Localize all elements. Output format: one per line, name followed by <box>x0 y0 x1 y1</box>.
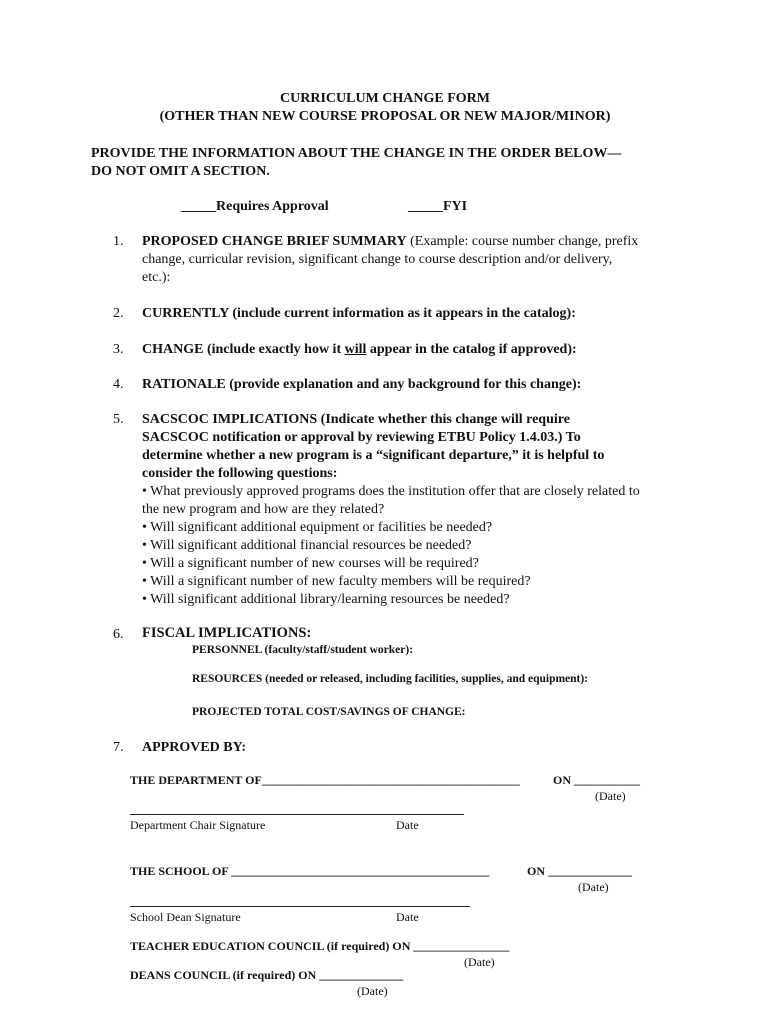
sacscoc-question: • Will a significant number of new faculty members will be required? <box>142 574 531 589</box>
instructions-line-1: PROVIDE THE INFORMATION ABOUT THE CHANGE IN THE ORDER BELOW— <box>91 146 622 161</box>
personnel-label: PERSONNEL (faculty/staff/student worker): <box>192 644 414 656</box>
section-1-detail: (Example: course number change, prefix <box>406 234 639 249</box>
school-date-field[interactable]: ON ______________ <box>527 864 632 878</box>
section-number-6: 6. <box>113 627 124 642</box>
section-number-3: 3. <box>113 342 124 357</box>
section-2-heading: CURRENTLY (include current information as it appears in the catalog): <box>142 306 576 321</box>
form-title: CURRICULUM CHANGE FORM <box>280 91 490 106</box>
section-number-1: 1. <box>113 234 124 249</box>
school-field[interactable]: THE SCHOOL OF ___________________________________________ <box>130 864 490 878</box>
section-1-detail-line-3: etc.): <box>142 270 171 285</box>
date-caption: (Date) <box>595 789 626 803</box>
school-dean-signature-line[interactable] <box>130 906 470 907</box>
resources-label: RESOURCES (needed or released, including facilities, supplies, and equipment): <box>192 673 589 685</box>
section-3-pre: CHANGE (include exactly how it <box>142 342 345 357</box>
section-5-line: consider the following questions: <box>142 466 338 481</box>
section-number-5: 5. <box>113 412 124 427</box>
department-field[interactable]: THE DEPARTMENT OF___________________________________________ <box>130 773 520 787</box>
date-label: Date <box>396 818 419 832</box>
sacscoc-question: • Will significant additional financial resources be needed? <box>142 538 472 553</box>
section-3-heading <box>142 341 577 358</box>
teacher-education-council-field[interactable]: TEACHER EDUCATION COUNCIL (if required) ON ________________ <box>130 939 510 953</box>
section-5-line: SACSCOC notification or approval by reviewing ETBU Policy 1.4.03.) To <box>142 430 581 445</box>
section-4-heading: RATIONALE (provide explanation and any background for this change): <box>142 377 582 392</box>
section-1-detail-line-2: change, curricular revision, significant change to course description and/or delivery, <box>142 252 613 267</box>
section-number-4: 4. <box>113 377 124 392</box>
sacscoc-question: the new program and how are they related? <box>142 502 385 517</box>
sacscoc-question: • Will significant additional equipment or facilities be needed? <box>142 520 493 535</box>
sacscoc-question: • Will significant additional library/learning resources be needed? <box>142 592 510 607</box>
date-label: Date <box>396 910 419 924</box>
section-3-will: will <box>344 342 367 357</box>
requires-approval-option[interactable]: _____Requires Approval <box>181 199 329 214</box>
department-date-field[interactable]: ON ___________ <box>553 773 640 787</box>
instructions-line-2: DO NOT OMIT A SECTION. <box>91 164 270 179</box>
section-number-7: 7. <box>113 740 124 755</box>
date-caption: (Date) <box>578 880 609 894</box>
section-1-title: PROPOSED CHANGE BRIEF SUMMARY <box>142 234 407 249</box>
date-caption: (Date) <box>357 984 388 998</box>
section-3-post: appear in the catalog if approved): <box>366 342 577 357</box>
department-chair-signature-label: Department Chair Signature <box>130 818 266 832</box>
sacscoc-question: • Will a significant number of new courses will be required? <box>142 556 479 571</box>
section-number-2: 2. <box>113 306 124 321</box>
sacscoc-question: • What previously approved programs does the institution offer that are closely related to <box>142 484 640 499</box>
section-5-line: SACSCOC IMPLICATIONS (Indicate whether this change will require <box>142 412 570 427</box>
projected-cost-label: PROJECTED TOTAL COST/SAVINGS OF CHANGE: <box>192 706 466 718</box>
school-dean-signature-label: School Dean Signature <box>130 910 241 924</box>
section-5-line: determine whether a new program is a “significant departure,” it is helpful to <box>142 448 605 463</box>
section-6-heading: FISCAL IMPLICATIONS: <box>142 625 312 641</box>
section-1-heading <box>142 233 638 250</box>
form-subtitle: (OTHER THAN NEW COURSE PROPOSAL OR NEW MAJOR/MINOR) <box>159 109 611 124</box>
deans-council-field[interactable]: DEANS COUNCIL (if required) ON ______________ <box>130 968 404 982</box>
department-chair-signature-line[interactable] <box>130 814 464 815</box>
section-7-heading: APPROVED BY: <box>142 740 247 755</box>
date-caption: (Date) <box>464 955 495 969</box>
fyi-option[interactable]: _____FYI <box>408 199 468 214</box>
